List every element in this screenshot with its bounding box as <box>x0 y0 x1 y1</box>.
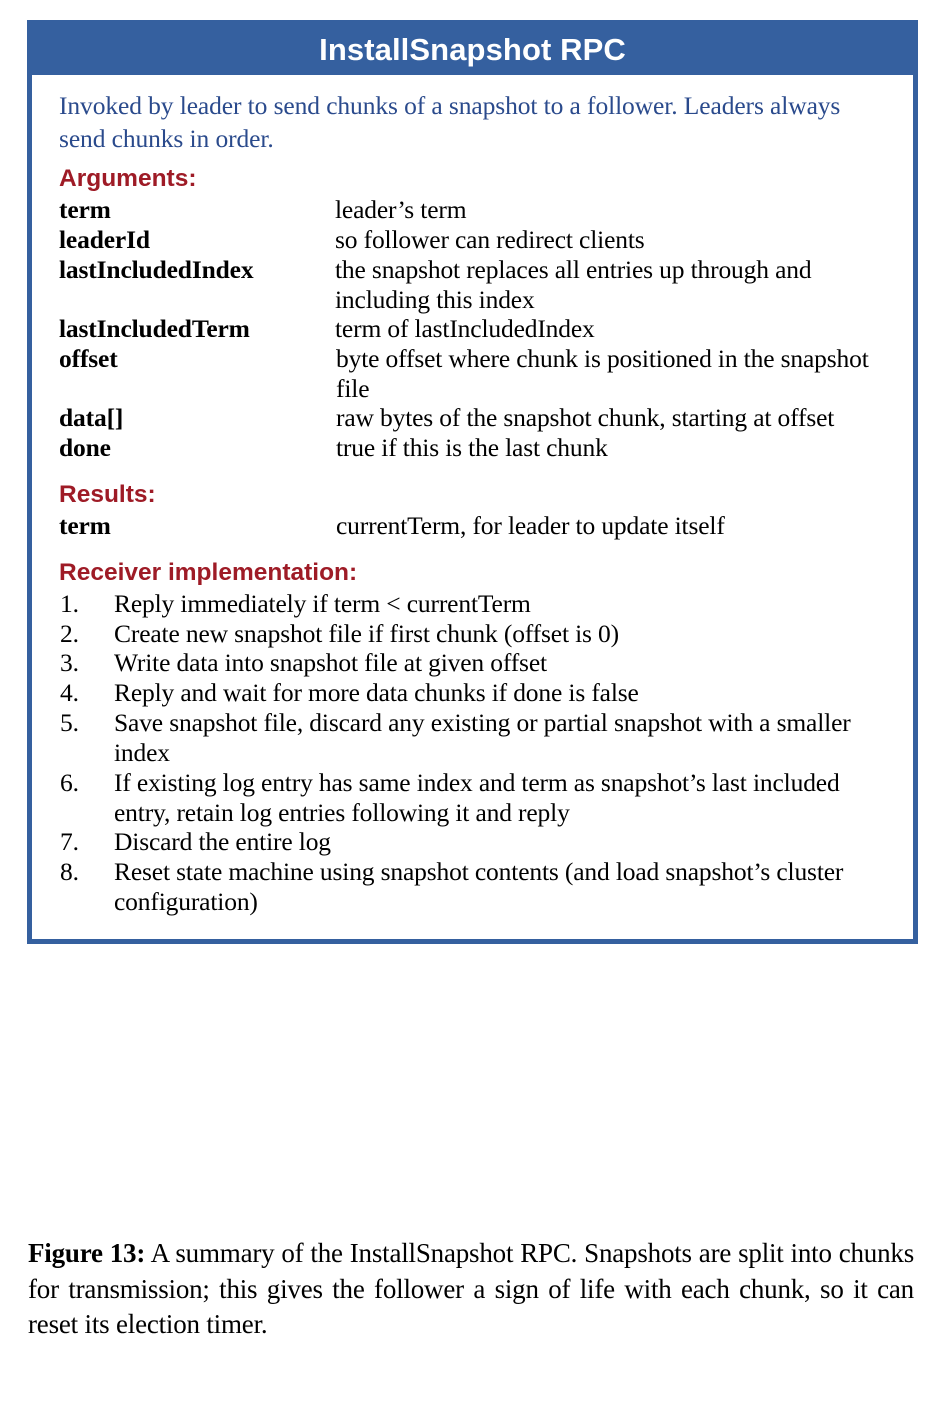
list-item <box>59 619 889 649</box>
page-title: InstallSnapshot RPC <box>319 32 626 67</box>
figure-caption <box>28 1236 914 1343</box>
argument-name: lastIncludedTerm <box>59 314 250 344</box>
arguments-heading: Arguments: <box>59 165 197 193</box>
step-number: 5. <box>60 708 79 738</box>
list-item <box>59 648 889 678</box>
step-number: 1. <box>60 588 79 618</box>
step-number: 2. <box>60 618 79 648</box>
argument-description: true if this is the last chunk <box>336 433 608 463</box>
argument-name: data[] <box>59 403 124 433</box>
step-text: Create new snapshot file if first chunk (offset is 0) <box>114 618 619 648</box>
install-snapshot-rpc-box <box>27 20 918 944</box>
table-row <box>59 344 889 403</box>
results-table <box>59 511 889 541</box>
list-item <box>59 678 889 708</box>
step-number: 3. <box>60 648 79 678</box>
list-item <box>59 589 889 619</box>
step-number: 8. <box>60 857 79 887</box>
table-row <box>59 314 889 344</box>
list-item <box>59 768 889 828</box>
argument-description: byte offset where chunk is positioned in the snapshot file <box>336 343 869 403</box>
receiver-steps-list <box>59 589 889 917</box>
results-heading: Results: <box>59 480 156 508</box>
argument-name: leaderId <box>59 225 150 255</box>
step-number: 4. <box>60 678 79 708</box>
argument-description: raw bytes of the snapshot chunk, starting at offset <box>336 403 835 433</box>
step-text: Discard the entire log <box>114 827 331 857</box>
receiver-implementation-heading: Receiver implementation: <box>59 558 358 586</box>
argument-name: done <box>59 433 111 463</box>
table-row <box>59 225 889 255</box>
list-item <box>59 857 889 917</box>
argument-description: leader’s term <box>335 195 467 225</box>
argument-name: offset <box>59 343 118 373</box>
arguments-table <box>59 195 889 462</box>
result-name: term <box>59 510 111 540</box>
intro-paragraph: Invoked by leader to send chunks of a snapshot to a follower. Leaders always send chunks in order. <box>59 91 841 154</box>
list-item <box>59 827 889 857</box>
argument-description: the snapshot replaces all entries up through and including this index <box>335 254 812 314</box>
table-row <box>59 195 889 225</box>
argument-description: term of lastIncludedIndex <box>335 314 595 344</box>
table-row <box>59 255 889 314</box>
step-text: Reset state machine using snapshot contents (and load snapshot’s cluster configuration) <box>114 857 844 917</box>
step-text: Save snapshot file, discard any existing or partial snapshot with a smaller index <box>114 708 851 767</box>
step-text: Reply immediately if term < currentTerm <box>114 588 531 618</box>
step-text: If existing log entry has same index and term as snapshot’s last included entry, retain log entries following it and reply <box>114 767 840 827</box>
argument-description: so follower can redirect clients <box>335 225 645 255</box>
table-row <box>59 403 889 433</box>
step-number: 7. <box>60 827 79 857</box>
figure-caption-text: A summary of the InstallSnapshot RPC. Snapshots are split into chunks for transmission; this gives the follower a sign of life with each chunk, so it can reset its election timer. <box>28 1238 915 1340</box>
argument-name: term <box>59 195 111 225</box>
figure-caption-label: Figure 13: <box>28 1238 146 1268</box>
step-text: Reply and wait for more data chunks if done is false <box>114 678 639 708</box>
table-row <box>59 433 889 463</box>
argument-name: lastIncludedIndex <box>59 254 254 284</box>
list-item <box>59 708 889 768</box>
table-row <box>59 511 889 541</box>
figure-title-bar <box>31 24 914 75</box>
step-number: 6. <box>60 767 79 797</box>
figure-body <box>32 75 913 939</box>
result-description: currentTerm, for leader to update itself <box>336 510 725 540</box>
step-text: Write data into snapshot file at given offset <box>114 648 547 678</box>
